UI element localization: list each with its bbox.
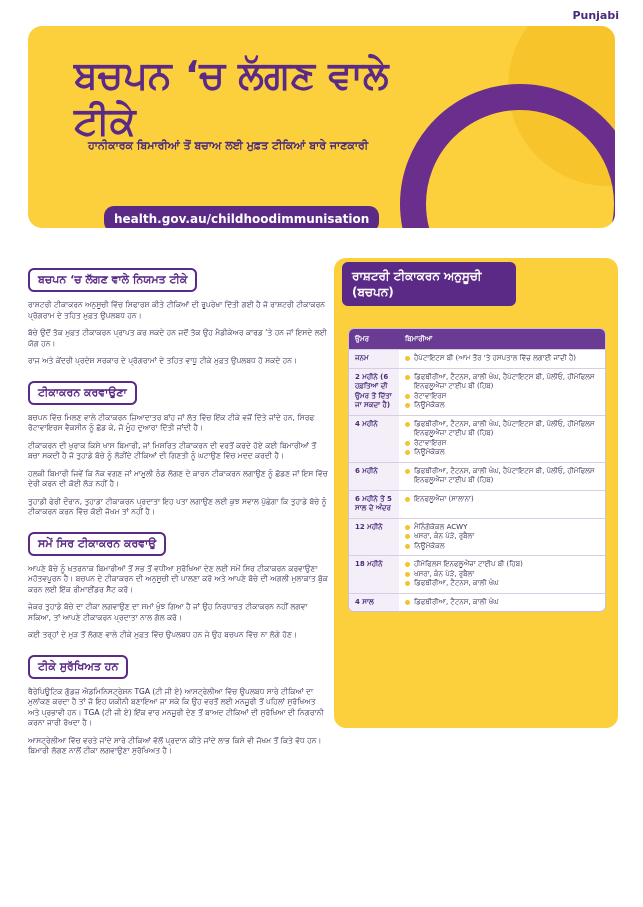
diseases-cell xyxy=(399,416,605,462)
schedule-panel xyxy=(334,258,618,728)
diseases-cell xyxy=(399,491,605,518)
table-row xyxy=(349,593,605,612)
paragraph: ਤੁਹਾਡੀ ਫੇਰੀ ਦੌਰਾਨ, ਤੁਹਾਡਾ ਟੀਕਾਕਰਨ ਪ੍ਰਦਾਤਾ ਇਹ ਪਤਾ ਲਗਾਉਣ ਲਈ ਕੁਝ ਸਵਾਲ ਪੁੱਛੇਗਾ ਕਿ ਤੁਹਾਡੇ ਬੱਚੇ ਨੂੰ ਟੀਕਾਕਰਨ ਕਰਨ ਵਿੱਚ ਕੋਈ ਜੋਖਮ ਤਾਂ ਨਹੀਂ ਹੈ। xyxy=(28,496,327,516)
paragraph: ਬੱਚੇ ਉਦੋਂ ਤੱਕ ਮੁਫ਼ਤ ਟੀਕਾਕਰਨ ਪ੍ਰਾਪਤ ਕਰ ਸਕਦੇ ਹਨ ਜਦੋਂ ਤੱਕ ਉਹ ਮੈਡੀਕੇਅਰ ਕਾਰਡ ‘ਤੇ ਹਨ ਜਾਂ ਇਸਦੇ ਲਈ ਯੋਗ ਹਨ। xyxy=(28,328,327,348)
table-row xyxy=(349,415,605,462)
paragraph: ਰਾਸ਼ਟਰੀ ਟੀਕਾਕਰਨ ਅਨੁਸੂਚੀ ਵਿੱਚ ਸਿਫਾਰਸ਼ ਕੀਤੇ ਟੀਕਿਆਂ ਦੀ ਰੂਪਰੇਖਾ ਦਿੱਤੀ ਗਈ ਹੈ ਜੋ ਰਾਸ਼ਟਰੀ ਟੀਕਾਕਰਨ ਪ੍ਰੋਗਰਾਮ ਦੇ ਤਹਿਤ ਮੁਫ਼ਤ ਉਪਲਬਧ ਹਨ। xyxy=(28,300,325,320)
diseases-cell xyxy=(399,463,605,490)
language-label: Punjabi xyxy=(572,9,619,22)
section-title: ਟੀਕਾਕਰਨ ਕਰਵਾਉਣਾ xyxy=(28,381,137,405)
page-subtitle: ਹਾਨੀਕਾਰਕ ਬਿਮਾਰੀਆਂ ਤੋਂ ਬਚਾਅ ਲਈ ਮੁਫ਼ਤ ਟੀਕਿਆਂ ਬਾਰੇ ਜਾਣਕਾਰੀ xyxy=(88,139,369,152)
table-row xyxy=(349,349,605,368)
paragraph: ਕਈ ਤਰ੍ਹਾਂ ਦੇ ਮੁੜ ਤੋਂ ਲੱਗਣ ਵਾਲੇ ਟੀਕੇ ਮੁਫ਼ਤ ਵਿੱਚ ਉਪਲਬਧ ਹਨ ਜੇ ਉਹ ਬਚਪਨ ਵਿੱਚ ਨਾ ਲੱਗੇ ਹੋਣ। xyxy=(28,630,297,639)
paragraph: ਜੇਕਰ ਤੁਹਾਡੇ ਬੱਚੇ ਦਾ ਟੀਕਾ ਲਗਵਾਉਣ ਦਾ ਸਮਾਂ ਖੁੰਝ ਗਿਆ ਹੈ ਜਾਂ ਉਹ ਨਿਰਧਾਰਤ ਟੀਕਾਕਰਨ ਨਹੀਂ ਲਗਵਾ ਸਕਿਆ, ਤਾਂ ਆਪਣੇ ਟੀਕਾਕਰਨ ਪ੍ਰਦਾਤਾ ਨਾਲ ਗੱਲ ਕਰੋ। xyxy=(28,602,308,622)
paragraph: ਰਾਜ ਅਤੇ ਕੇਂਦਰੀ ਪ੍ਰਦੇਸ਼ ਸਰਕਾਰ ਦੇ ਪ੍ਰੋਗਰਾਮਾਂ ਦੇ ਤਹਿਤ ਵਾਧੂ ਟੀਕੇ ਮੁਫ਼ਤ ਉਪਲਬਧ ਹੋ ਸਕਦੇ ਹਨ। xyxy=(28,356,297,365)
section-vaccines-safe xyxy=(28,655,328,757)
disease-item: ਡਿਫਥੀਰੀਆ, ਟੈਟਨਸ, ਕਾਲੀ ਖੰਘ, ਹੈਪੇਟਾਇਟਸ ਬੀ, ਪੋਲੀਓ, ਹੀਮੋਫਿਲਸ ਇਨਫਲੂਐਂਜ਼ਾ ਟਾਈਪ ਬੀ (ਹਿਬ) xyxy=(405,373,599,392)
diseases-cell xyxy=(399,519,605,556)
table-row xyxy=(349,368,605,415)
paragraph: ਥੈਰੇਪਿਊਟਿਕ ਗੁੱਡਜ਼ ਐਡਮਿਨਿਸਟ੍ਰੇਸ਼ਨ TGA (ਟੀ ਜੀ ਏ) ਆਸਟ੍ਰੇਲੀਆ ਵਿੱਚ ਉਪਲਬਧ ਸਾਰੇ ਟੀਕਿਆਂ ਦਾ ਮੁਲਾਂਕਣ ਕਰਦਾ ਹੈ ਤਾਂ ਜੋ ਇਹ ਯਕੀਨੀ ਬਣਾਇਆ ਜਾ ਸਕੇ ਕਿ ਉਹ ਵਰਤੋਂ ਲਈ ਮਨਜ਼ੂਰੀ ਤੋਂ ਪਹਿਲਾਂ ਸੁਰੱਖਿਅਤ ਅਤੇ ਪ੍ਰਭਾਵੀ ਹਨ। TGA (ਟੀ ਜੀ ਏ) ਇੱਕ ਵਾਰ ਮਨਜ਼ੂਰੀ ਦੇਣ ਤੋਂ ਬਾਅਦ ਟੀਕਿਆਂ ਦੀ ਸੁਰੱਖਿਆ ਦੀ ਨਿਗਰਾਨੀ ਕਰਨਾ ਜਾਰੀ ਰੱਖਦਾ ਹੈ। xyxy=(28,686,324,727)
diseases-cell xyxy=(399,594,605,612)
disease-item: ਨਿਊਮੋਕੋਕਲ xyxy=(405,542,599,552)
age-cell: 18 ਮਹੀਨੇ xyxy=(349,556,399,593)
disease-item: ਹੀਮੋਫਿਲਸ ਇਨਫਲੂਐਂਜ਼ਾ ਟਾਈਪ ਬੀ (ਹਿਬ) xyxy=(405,560,599,570)
diseases-cell xyxy=(399,350,605,368)
disease-item: ਰੋਟਾਵਾਇਰਸ xyxy=(405,392,599,402)
column-header-age: ਉਮਰ xyxy=(355,334,370,343)
table-row xyxy=(349,462,605,490)
table-row xyxy=(349,490,605,518)
paragraph: ਟੀਕਾਕਰਨ ਦੀ ਖੁਰਾਕ ਕਿਸੇ ਖਾਸ ਬਿਮਾਰੀ, ਜਾਂ ਮਿਸ਼ਰਿਤ ਟੀਕਾਕਰਨ ਦੀ ਵਰਤੋਂ ਕਰਦੇ ਹੋਏ ਕਈ ਬਿਮਾਰੀਆਂ ਤੋਂ ਬਚਾ ਸਕਦੀ ਹੈ ਜੋ ਤੁਹਾਡੇ ਬੱਚੇ ਨੂੰ ਲੋੜੀਂਦੇ ਟੀਕਿਆਂ ਦੀ ਗਿਣਤੀ ਨੂੰ ਘਟਾਉਣ ਵਿੱਚ ਮਦਦ ਕਰਦੀ ਹੈ। xyxy=(28,440,317,460)
age-cell: 4 ਸਾਲ xyxy=(349,594,399,612)
paragraph: ਬਚਪਨ ਵਿੱਚ ਮਿਲਣ ਵਾਲੇ ਟੀਕਾਕਰਨ ਜ਼ਿਆਦਾਤਰ ਬਾਂਹ ਜਾਂ ਲੱਤ ਵਿੱਚ ਇੱਕ ਟੀਕੇ ਵਜੋਂ ਦਿੱਤੇ ਜਾਂਦੇ ਹਨ, ਸਿਰਫ ਰੋਟਾਵਾਇਰਸ ਵੈਕਸੀਨ ਨੂੰ ਛੱਡ ਕੇ, ਜੋ ਮੂੰਹ ਦੁਆਰਾ ਦਿੱਤੀ ਜਾਂਦੀ ਹੈ। xyxy=(28,412,315,432)
age-cell: 12 ਮਹੀਨੇ xyxy=(349,519,399,556)
section-on-time xyxy=(28,532,328,641)
column-header-diseases: ਬਿਮਾਰੀਆਂ xyxy=(405,334,433,343)
table-body xyxy=(349,349,605,611)
paragraph: ਹਲਕੀ ਬਿਮਾਰੀ ਜਿਵੇਂ ਕਿ ਨੱਕ ਵਗਣ ਜਾਂ ਮਾਮੂਲੀ ਠੰਡ ਲੱਗਣ ਦੇ ਕਾਰਨ ਟੀਕਾਕਰਨ ਲਗਾਉਣ ਨੂੰ ਛੱਡਣ ਜਾਂ ਇਸ ਵਿੱਚ ਦੇਰੀ ਕਰਨ ਦੀ ਕੋਈ ਲੋੜ ਨਹੀਂ ਹੈ। xyxy=(28,468,328,488)
disease-item: ਹੈਪੇਟਾਇਟਸ ਬੀ (ਆਮ ਤੌਰ ‘ਤੇ ਹਸਪਤਾਲ ਵਿੱਚ ਲਗਾਈ ਜਾਂਦੀ ਹੈ) xyxy=(405,354,599,364)
info-column xyxy=(28,268,328,771)
disease-item: ਖਸਰਾ, ਕੰਨ ਪੇੜੇ, ਰੁਬੈਲਾ xyxy=(405,570,599,580)
hero-banner xyxy=(28,26,615,228)
age-cell: 4 ਮਹੀਨੇ xyxy=(349,416,399,462)
age-cell: 2 ਮਹੀਨੇ (6 ਹਫ਼ਤਿਆਂ ਦੀ ਉਮਰ ਤੋਂ ਦਿੱਤਾ ਜਾ ਸਕਦਾ ਹੈ) xyxy=(349,369,399,415)
disease-item: ਡਿਫਥੀਰੀਆ, ਟੈਟਨਸ, ਕਾਲੀ ਖੰਘ xyxy=(405,598,599,608)
disease-item: ਡਿਫਥੀਰੀਆ, ਟੈਟਨਸ, ਕਾਲੀ ਖੰਘ, ਹੈਪੇਟਾਇਟਸ ਬੀ, ਪੋਲੀਓ, ਹੀਮੋਫਿਲਸ ਇਨਫਲੂਐਂਜ਼ਾ ਟਾਈਪ ਬੀ (ਹਿਬ) xyxy=(405,467,599,486)
section-title: ਸਮੇਂ ਸਿਰ ਟੀਕਾਕਰਨ ਕਰਵਾਉ xyxy=(28,532,166,556)
age-cell: ਜਨਮ xyxy=(349,350,399,368)
table-row xyxy=(349,518,605,556)
disease-item: ਰੋਟਾਵਾਇਰਸ xyxy=(405,439,599,449)
section-routine-vaccines xyxy=(28,268,328,367)
diseases-cell xyxy=(399,369,605,415)
disease-item: ਮੈਨਿੰਗੋਕੋਕਲ ACWY xyxy=(405,523,599,533)
decorative-ring xyxy=(400,84,615,228)
diseases-cell xyxy=(399,556,605,593)
disease-item: ਨਿਊਮੋਕੋਕਲ xyxy=(405,401,599,411)
section-title: ਟੀਕੇ ਸੁਰੱਖਿਅਤ ਹਨ xyxy=(28,655,128,679)
table-row xyxy=(349,555,605,593)
disease-item: ਡਿਫਥੀਰੀਆ, ਟੈਟਨਸ, ਕਾਲੀ ਖੰਘ xyxy=(405,579,599,589)
paragraph: ਆਪਣੇ ਬੱਚੇ ਨੂੰ ਖ਼ਤਰਨਾਕ ਬਿਮਾਰੀਆਂ ਤੋਂ ਸਭ ਤੋਂ ਵਧੀਆ ਸੁਰੱਖਿਆ ਦੇਣ ਲਈ ਸਮੇਂ ਸਿਰ ਟੀਕਾਕਰਨ ਕਰਵਾਉਣਾ ਮਹੱਤਵਪੂਰਨ ਹੈ। ਬਚਪਨ ਦੇ ਟੀਕਾਕਰਨ ਦੀ ਅਨੁਸੂਚੀ ਦੀ ਪਾਲਣਾ ਕਰੋ ਅਤੇ ਆਪਣੇ ਬੱਚੇ ਦੀ ਅਗਲੀ ਮੁਲਾਕਾਤ ਬੁੱਕ ਕਰਨ ਲਈ ਇੱਕ ਰੀਮਾਈਂਡਰ ਸੈੱਟ ਕਰੋ। xyxy=(28,563,328,594)
schedule-table xyxy=(348,328,606,612)
disease-item: ਇਨਫਲੂਐਂਜ਼ਾ (ਸਾਲਾਨਾ) xyxy=(405,495,599,505)
schedule-title: ਰਾਸ਼ਟਰੀ ਟੀਕਾਕਰਨ ਅਨੁਸੂਚੀ (ਬਚਪਨ) xyxy=(342,262,516,306)
age-cell: 6 ਮਹੀਨੇ xyxy=(349,463,399,490)
disease-item: ਨਿਊਮੋਕੋਕਲ xyxy=(405,448,599,458)
paragraph: ਆਸਟ੍ਰੇਲੀਆ ਵਿੱਚ ਵਰਤੇ ਜਾਂਦੇ ਸਾਰੇ ਟੀਕਿਆਂ ਵੱਲੋਂ ਪ੍ਰਦਾਨ ਕੀਤੇ ਜਾਂਦੇ ਲਾਭ ਕਿਸੇ ਵੀ ਜੋਖਮ ਤੋਂ ਕਿਤੇ ਵੱਧ ਹਨ। ਬਿਮਾਰੀ ਲੱਗਣ ਨਾਲੋਂ ਟੀਕਾ ਲਗਵਾਉਣਾ ਸੁਰੱਖਿਅਤ ਹੈ। xyxy=(28,735,322,755)
page-title: ਬਚਪਨ ‘ਚ ਲੱਗਣ ਵਾਲੇ ਟੀਕੇ xyxy=(74,53,389,143)
age-cell: 6 ਮਹੀਨੇ ਤੋਂ 5 ਸਾਲ ਦੇ ਅੰਦਰ xyxy=(349,491,399,518)
section-title: ਬਚਪਨ ‘ਚ ਲੱਗਣ ਵਾਲੇ ਨਿਯਮਤ ਟੀਕੇ xyxy=(28,268,197,292)
section-getting-vaccinated xyxy=(28,381,328,518)
website-link[interactable]: health.gov.au/childhoodimmunisation xyxy=(104,206,379,228)
disease-item: ਡਿਫਥੀਰੀਆ, ਟੈਟਨਸ, ਕਾਲੀ ਖੰਘ, ਹੈਪੇਟਾਇਟਸ ਬੀ, ਪੋਲੀਓ, ਹੀਮੋਫਿਲਸ ਇਨਫਲੂਐਂਜ਼ਾ ਟਾਈਪ ਬੀ (ਹਿਬ) xyxy=(405,420,599,439)
table-header xyxy=(349,329,605,349)
disease-item: ਖਸਰਾ, ਕੰਨ ਪੇੜੇ, ਰੁਬੈਲਾ xyxy=(405,532,599,542)
